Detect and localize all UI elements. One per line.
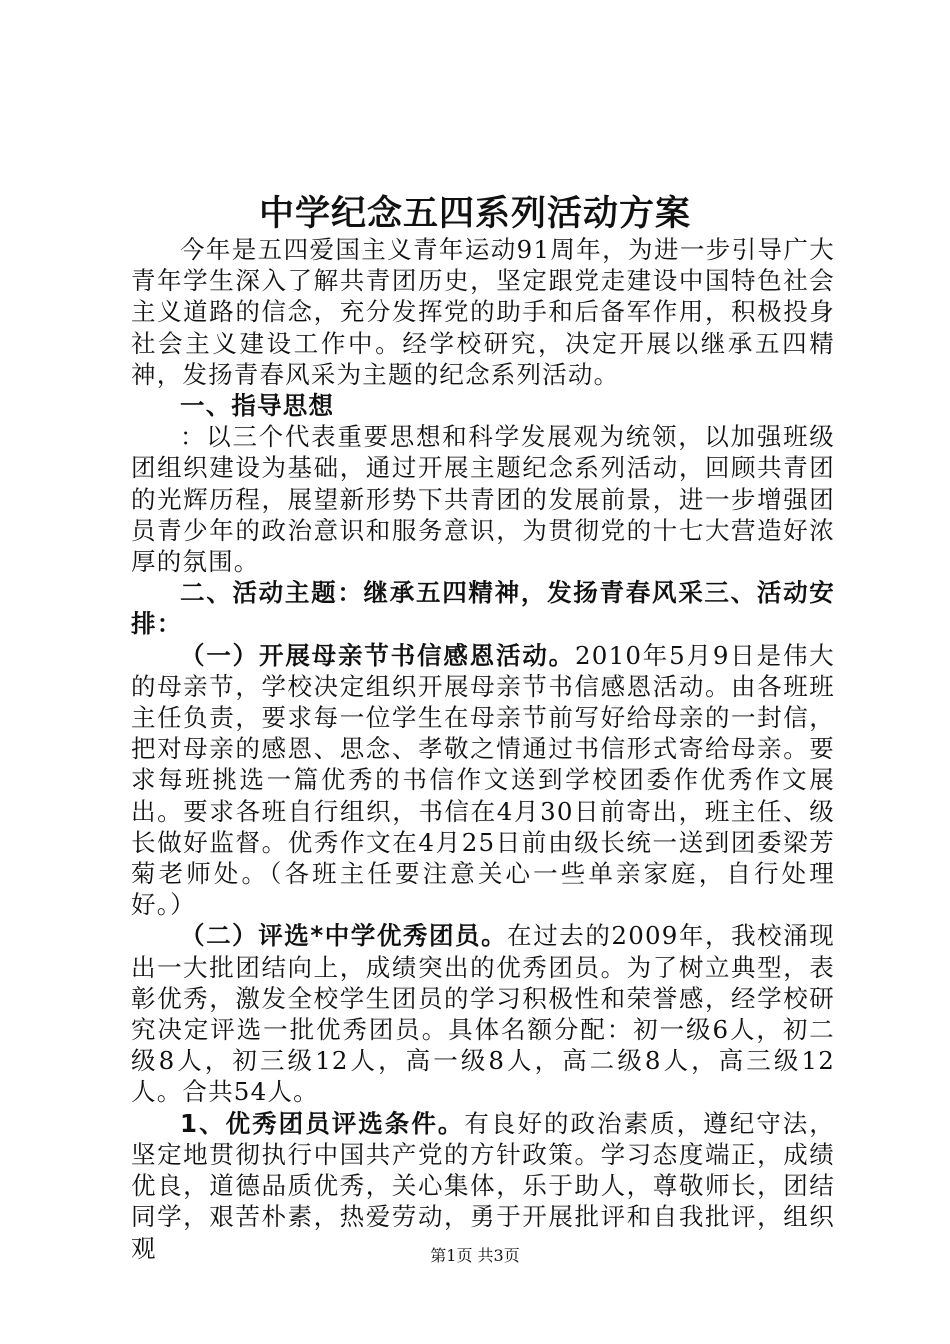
criteria-paragraph bbox=[131, 1108, 835, 1264]
criteria-text: 有良好的政治素质，遵纪守法，坚定地贯彻执行中国共产党的方针政策。学习态度端正，成绩优良，道德品质优秀，关心集体，乐于助人，尊敬师长，团结同学，艰苦朴素，热爱劳动，勇于开展批评和自我批评，组织观 bbox=[131, 1108, 835, 1263]
document-body bbox=[131, 234, 835, 1264]
section-heading-guiding-ideology: 一、指导思想 bbox=[180, 391, 335, 421]
document-title: 中学纪念五四系列活动方案 bbox=[258, 194, 691, 234]
activity-1-text: 2010年5月9日是伟大的母亲节，学校决定组织开展母亲节书信感恩活动。由各班班主任负责，要求每一位学生在母亲节前写好给母亲的一封信，把对母亲的感恩、思念、孝敬之情通过书信形式寄给母亲。要求每班挑选一篇优秀的书信作文送到学校团委作优秀作文展出。要求各班自行组织，书信在4月30日前寄出，班主任、级长做好监督。优秀作文在4月25日前由级长统一送到团委梁芳菊老师处。（各班主任要注意关心一些单亲家庭，自行处理好。） bbox=[131, 640, 835, 920]
page-indicator: 第1页 共3页 bbox=[430, 1246, 520, 1265]
section-heading-theme-and-arrangement: 二、活动主题：继承五四精神，发扬青春风采三、活动安排： bbox=[131, 578, 835, 639]
guiding-ideology-paragraph: ：以三个代表重要思想和科学发展观为统领，以加强班级团组织建设为基础，通过开展主题纪念系列活动，回顾共青团的光辉历程，展望新形势下共青团的发展前景，进一步增强团员青少年的政治意识和服务意识，为贯彻党的十七大营造好浓厚的氛围。 bbox=[131, 422, 835, 577]
criteria-heading: 1、优秀团员评选条件。 bbox=[180, 1108, 465, 1138]
intro-paragraph: 今年是五四爱国主义青年运动91周年，为进一步引导广大青年学生深入了解共青团历史，坚定跟党走建设中国特色社会主义道路的信念，充分发挥党的助手和后备军作用，积极投身社会主义建设工作中。经学校研究，决定开展以继承五四精神，发扬青春风采为主题的纪念系列活动。 bbox=[131, 235, 835, 389]
activity-2-text: 在过去的2009年，我校涌现出一大批团结向上，成绩突出的优秀团员。为了树立典型，表彰优秀，激发全校学生团员的学习积极性和荣誉感，经学校研究决定评选一批优秀团员。具体名额分配：初一级6人，初二级8人，初三级12人，高一级8人，高二级8人，高三级12人。合共54人。 bbox=[131, 921, 835, 1107]
activity-1-heading: （一）开展母亲节书信感恩活动。 bbox=[180, 640, 575, 670]
activity-1-paragraph bbox=[131, 640, 835, 921]
activity-2-heading: （二）评选*中学优秀团员。 bbox=[180, 921, 508, 951]
activity-2-paragraph bbox=[131, 920, 835, 1107]
